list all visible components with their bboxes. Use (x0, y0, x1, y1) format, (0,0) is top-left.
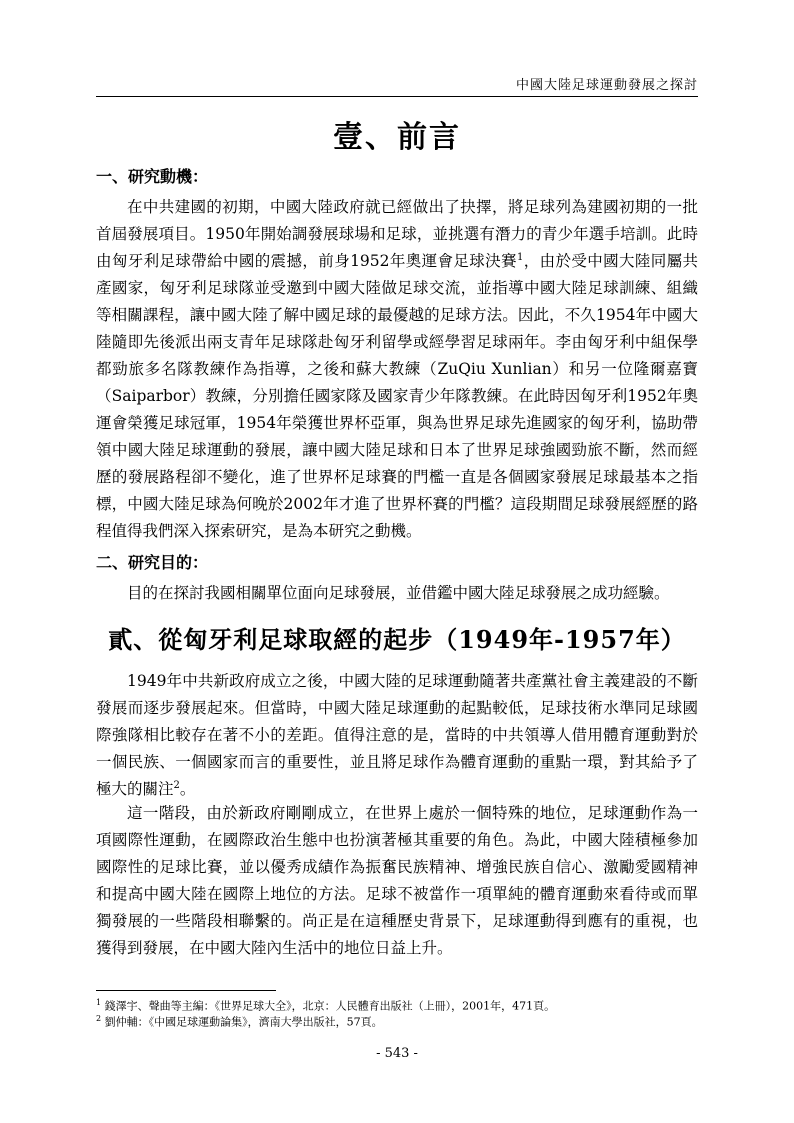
history-paragraph-1 (96, 668, 698, 803)
footnote-rule (96, 990, 276, 991)
footnote-1-num: 1 (96, 998, 102, 1007)
section-heading-purpose: 二、研究目的： (96, 553, 209, 572)
running-header: 中國大陸足球運動發展之探討 (515, 78, 698, 93)
footnote-2 (96, 1012, 698, 1030)
motivation-text: 在中共建國的初期，中國大陸政府就已經做出了抉擇，將足球列為建國初期的一批首屆發展項目。1950年開始調發展球場和足球，並挑選有潛力的青少年選手培訓。此時由匈牙利足球帶給中國的震撼，前身1952年奧運會足球決賽 (96, 198, 698, 270)
footnote-2-num: 2 (96, 1014, 102, 1023)
motivation-paragraph (96, 194, 698, 545)
chapter2-heading: 貳、從匈牙利足球取經的起步（1949年-1957年） (108, 625, 686, 654)
chapter-title: 壹、前言 (333, 120, 461, 155)
footnote-2-text: 劉仲輔：《中國足球運動論集》，濟南大學出版社，57頁。 (104, 1015, 383, 1029)
footnote-ref-1[interactable]: 1 (516, 251, 524, 263)
history-text-1-end: 。 (179, 780, 196, 798)
footnote-1-text: 錢澤宇、聲曲等主編：《世界足球大全》，北京：人民體育出版社（上冊），2001年，471頁。 (104, 999, 556, 1013)
footnote-1 (96, 996, 698, 1014)
footnote-ref-2[interactable]: 2 (173, 779, 180, 791)
history-paragraph-2: 這一階段，由於新政府剛剛成立，在世界上處於一個特殊的地位，足球運動作為一項國際性運動，在國際政治生態中也扮演著極其重要的角色。為此，中國大陸積極參加國際性的足球比賽，並以優秀成績作為振奮民族精神、增強民族自信心、激勵愛國精神和提高中國大陸在國際上地位的方法。足球不被當作一項單純的體育運動來看待或而單獨發展的一些階段相聯繫的。尚正是在這種歷史背景下，足球運動得到應有的重視，也獲得到發展，在中國大陸內生活中的地位日益上升。 (96, 804, 698, 957)
motivation-text-cont: ，由於受中國大陸同屬共產國家，匈牙利足球隊並受邀到中國大陸做足球交流，並指導中國大陸足球訓練、組織等相關課程，讓中國大陸了解中國足球的最優越的足球方法。因此，不久1954年中國大陸隨即先後派出兩支青年足球隊赴匈牙利留學或經學習足球兩年。李由匈牙利中組保學都勁旅多名隊教練作為指導，之後和蘇大教練（ZuQiu Xunlian）和另一位隆爾嘉寶（Saiparbor）教練，分別擔任國家隊及國家青少年隊教練。在此時因匈牙利1952年奧運會榮獲足球冠軍，1954年榮獲世界杯亞軍，與為世界足球先進國家的匈牙利，協助帶領中國大陸足球運動的發展，讓中國大陸足球和日本了世界足球強國勁旅不斷，然而經歷的發展路程卻不變化，進了世界杯足球賽的門檻一直是各個國家發展足球最基本之指標，中國大陸足球為何晚於2002年才進了世界杯賽的門檻？這段期間足球發展經歷的路程值得我們深入探索研究，是為本研究之動機。 (96, 252, 698, 540)
page-number: - 543 - (376, 1046, 418, 1061)
purpose-paragraph: 目的在探討我國相關單位面向足球發展，並借鑑中國大陸足球發展之成功經驗。 (127, 584, 670, 602)
history-text-1: 1949年中共新政府成立之後，中國大陸的足球運動隨著共產黨社會主義建設的不斷發展而逐步發展起來。但當時，中國大陸足球運動的起點較低，足球技術水準同足球國際強隊相比較存在著不小的差距。值得注意的是，當時的中共領導人借用體育運動對於一個民族、一個國家而言的重要性，並且將足球作為體育運動的重點一環，對其給予了極大的關注 (96, 672, 698, 798)
header-rule (96, 96, 698, 97)
section-heading-motivation: 一、研究動機： (96, 167, 209, 186)
